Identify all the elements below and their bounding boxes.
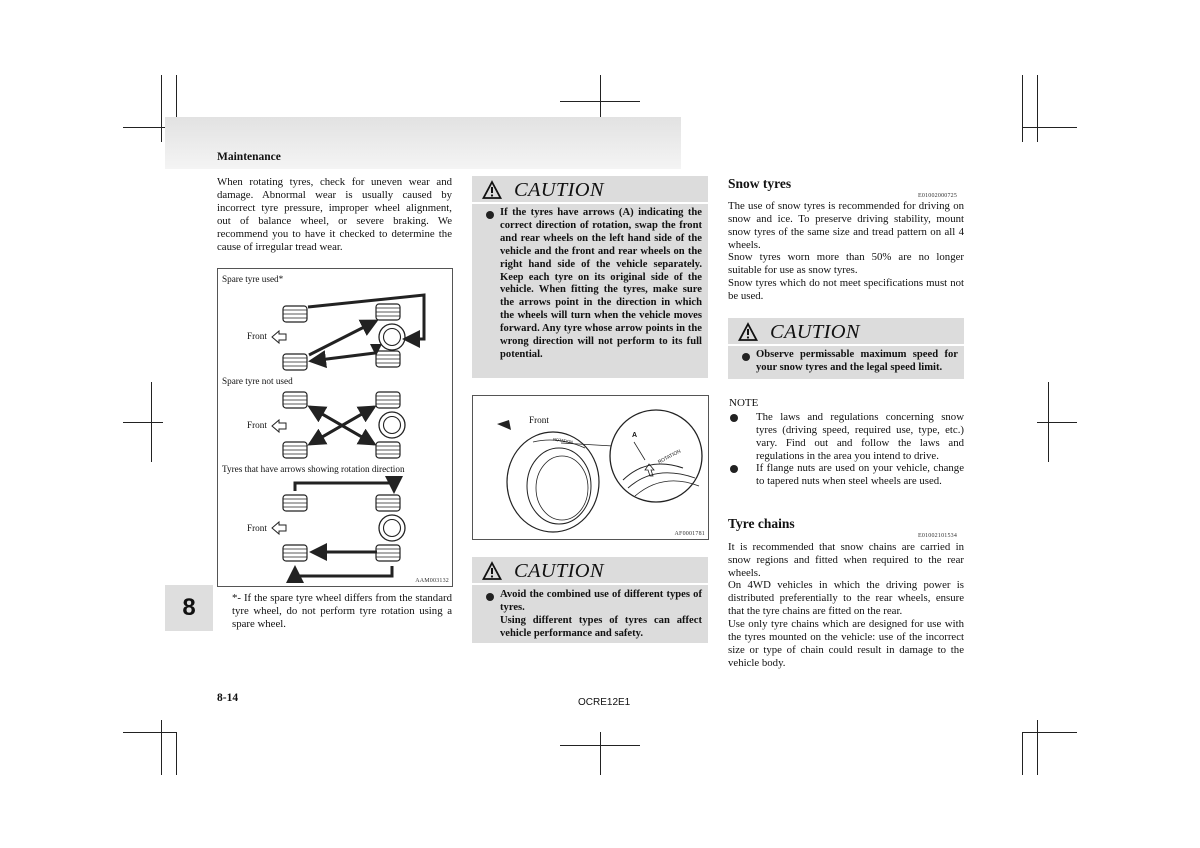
tyre-chains-heading: Tyre chains: [728, 516, 795, 531]
tyre-illustration: [473, 396, 708, 539]
warning-icon: [738, 322, 758, 342]
figure-code-left: AAM003132: [415, 578, 449, 584]
label-spare-used: Spare tyre used*: [222, 274, 284, 284]
chains-paragraph-1: It is recommended that snow chains are carried in snow regions and fitted when required to the rear wheels.: [728, 541, 964, 579]
label-front-1: Front: [247, 331, 267, 341]
document-code: OCRE12E1: [578, 697, 631, 708]
caution-box-speed: [728, 318, 964, 379]
snow-tyres-heading: Snow tyres: [728, 176, 792, 191]
snow-paragraph-2: Snow tyres worn more than 50% are no longer suitable for use as snow tyres.: [728, 251, 964, 276]
caution-heading: CAUTION: [514, 559, 604, 582]
snow-paragraph-1: The use of snow tyres is recommended for driving on snow and ice. To preserve driving stability, mount snow tyres of the same size and tread pattern on all 4 wheels.: [728, 200, 964, 251]
chains-paragraph-3: Use only tyre chains which are designed for use with the tyres mounted on the vehicle: use of the incorrect size or type of chain could result in damage to the vehicle body.: [728, 618, 964, 669]
diagram-directional: [272, 483, 405, 576]
label-front-3: Front: [247, 523, 267, 533]
label-directional: Tyres that have arrows showing rotation direction: [222, 464, 405, 474]
label-front-tyre: Front: [529, 415, 549, 425]
figure-code-middle: AF0001781: [674, 531, 705, 537]
snow-tyres-code: E01002000725: [918, 193, 958, 199]
diagram-spare-not-used: [272, 392, 405, 458]
caution-text-rotation: If the tyres have arrows (A) indicating the correct direction of rotation, swap the front and rear wheels on the left hand side of the vehicle and the front and rear wheels on the right hand side of the vehicle separately. Keep each tyre on its original side of the vehicle. When fitting the tyres, make sure the arrows point in the direction in which the wheels will turn when the vehicle moves forward. Any tyre whose arrow points in the wrong direction will not perform to its full potential.: [500, 207, 702, 360]
caution-box-mixed-tyres: [472, 557, 708, 643]
label-spare-not-used: Spare tyre not used: [222, 376, 293, 386]
caution-text-mixed-1: Avoid the combined use of different types of tyres.: [500, 589, 702, 613]
caution-heading: CAUTION: [770, 320, 860, 343]
note-label: NOTE: [729, 397, 759, 409]
warning-icon: [482, 180, 502, 200]
label-front-2: Front: [247, 420, 267, 430]
note-bullet: [730, 414, 738, 422]
section-title: Maintenance: [217, 151, 281, 163]
note-item-2: If flange nuts are used on your vehicle, change to tapered nuts when steel wheels are used.: [756, 462, 964, 487]
caution-heading: CAUTION: [514, 178, 604, 201]
diagram-spare-used: [272, 295, 424, 370]
spare-footnote: *- If the spare tyre wheel differs from the standard tyre wheel, do not perform tyre rotation using a spare wheel.: [232, 592, 452, 630]
caution-text-mixed-2: Using different types of tyres can affect vehicle performance and safety.: [500, 615, 702, 639]
note-item-1: The laws and regulations concerning snow tyres (driving speed, required use, type, etc.) vary. Find out and follow the laws and regulations in the area you intend to drive.: [756, 411, 964, 462]
label-arrow-a: A: [632, 432, 638, 439]
note-bullet: [730, 465, 738, 473]
warning-icon: [482, 561, 502, 581]
intro-paragraph: When rotating tyres, check for uneven wear and damage. Abnormal wear is usually caused by incorrect tyre pressure, improper wheel alignment, out of balance wheel, or severe braking. We recommend you to have it checked to determine the cause of irregular tread wear.: [217, 176, 452, 253]
tyre-chains-code: E01002101534: [918, 533, 958, 539]
chapter-tab: 8: [165, 585, 213, 631]
chains-paragraph-2: On 4WD vehicles in which the driving power is distributed preferentially to the rear wheels, ensure that the tyre chains are fitted on the rear.: [728, 579, 964, 617]
rotation-figure: [217, 268, 453, 587]
caution-box-rotation: [472, 176, 708, 378]
snow-paragraph-3: Snow tyres which do not meet specifications must not be used.: [728, 277, 964, 302]
caution-text-speed: Observe permissable maximum speed for your snow tyres and the legal speed limit.: [756, 349, 958, 373]
tyre-mark-large: ROTATION: [657, 448, 683, 466]
page-number: 8-14: [217, 692, 239, 704]
tyre-arrow-figure: [472, 395, 709, 540]
tyre-mark-small: ROTATION: [552, 436, 574, 445]
